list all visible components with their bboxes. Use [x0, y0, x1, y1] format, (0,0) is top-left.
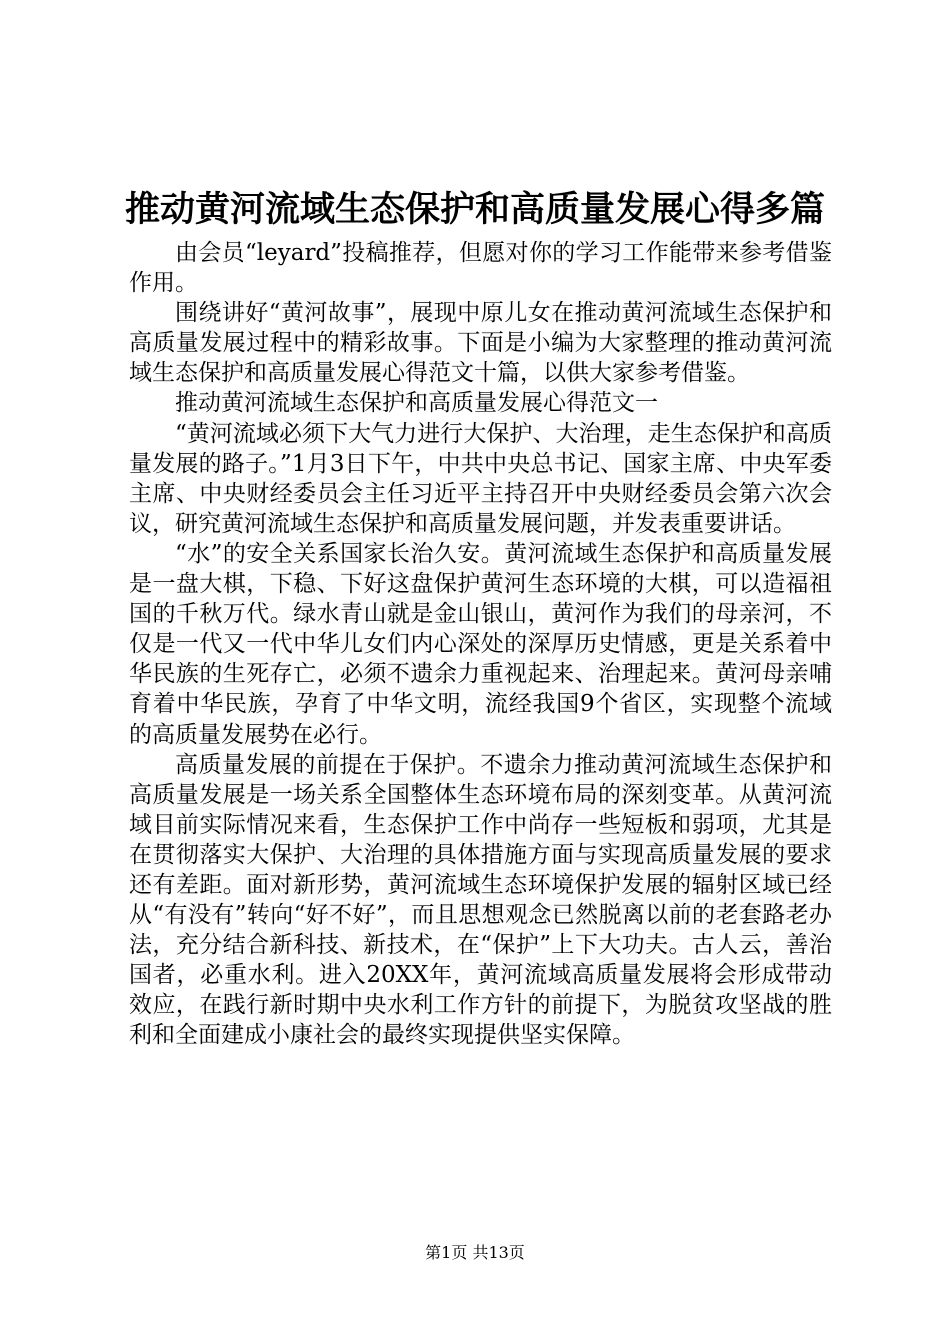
- page-number: 第1页 共13页: [425, 1243, 525, 1262]
- paragraph-summary: 围绕讲好“黄河故事”，展现中原儿女在推动黄河流域生态保护和高质量发展过程中的精彩故事。下面是小编为大家整理的推动黄河流域生态保护和高质量发展心得范文十篇，以供大家参考借鉴。: [129, 300, 832, 387]
- paragraph-intro: 由会员“leyard”投稿推荐，但愿对你的学习工作能带来参考借鉴作用。: [129, 240, 832, 297]
- paragraph-quote: “黄河流域必须下大气力进行大保护、大治理，走生态保护和高质量发展的路子。”1月3日下午，中共中央总书记、国家主席、中央军委主席、中央财经委员会主任习近平主持召开中央财经委员会第六次会议，研究黄河流域生态保护和高质量发展问题，并发表重要讲话。: [129, 420, 832, 537]
- paragraph-protection: 高质量发展的前提在于保护。不遗余力推动黄河流域生态保护和高质量发展是一场关系全国整体生态环境布局的深刻变革。从黄河流域目前实际情况来看，生态保护工作中尚存一些短板和弱项，尤其是在贯彻落实大保护、大治理的具体措施方面与实现高质量发展的要求还有差距。面对新形势，黄河流域生态环境保护发展的辐射区域已经从“有没有”转向“好不好”，而且思想观念已然脱离以前的老套路老办法，充分结合新科技、新技术，在“保护”上下大功夫。古人云，善治国者，必重水利。进入20XX年，黄河流域高质量发展将会形成带动效应，在践行新时期中央水利工作方针的前提下，为脱贫攻坚战的胜利和全面建成小康社会的最终实现提供坚实保障。: [129, 751, 832, 1049]
- document-body: [129, 238, 832, 1051]
- paragraph-water-safety: “水”的安全关系国家长治久安。黄河流域生态保护和高质量发展是一盘大棋，下稳、下好这盘保护黄河生态环境的大棋，可以造福祖国的千秋万代。绿水青山就是金山银山，黄河作为我们的母亲河，不仅是一代又一代中华儿女们内心深处的深厚历史情感，更是关系着中华民族的生死存亡，必须不遗余力重视起来、治理起来。黄河母亲哺育着中华民族，孕育了中华文明，流经我国9个省区，实现整个流域的高质量发展势在必行。: [129, 540, 832, 748]
- section-heading: 推动黄河流域生态保护和高质量发展心得范文一: [175, 390, 658, 417]
- document-title: 推动黄河流域生态保护和高质量发展心得多篇: [124, 189, 825, 230]
